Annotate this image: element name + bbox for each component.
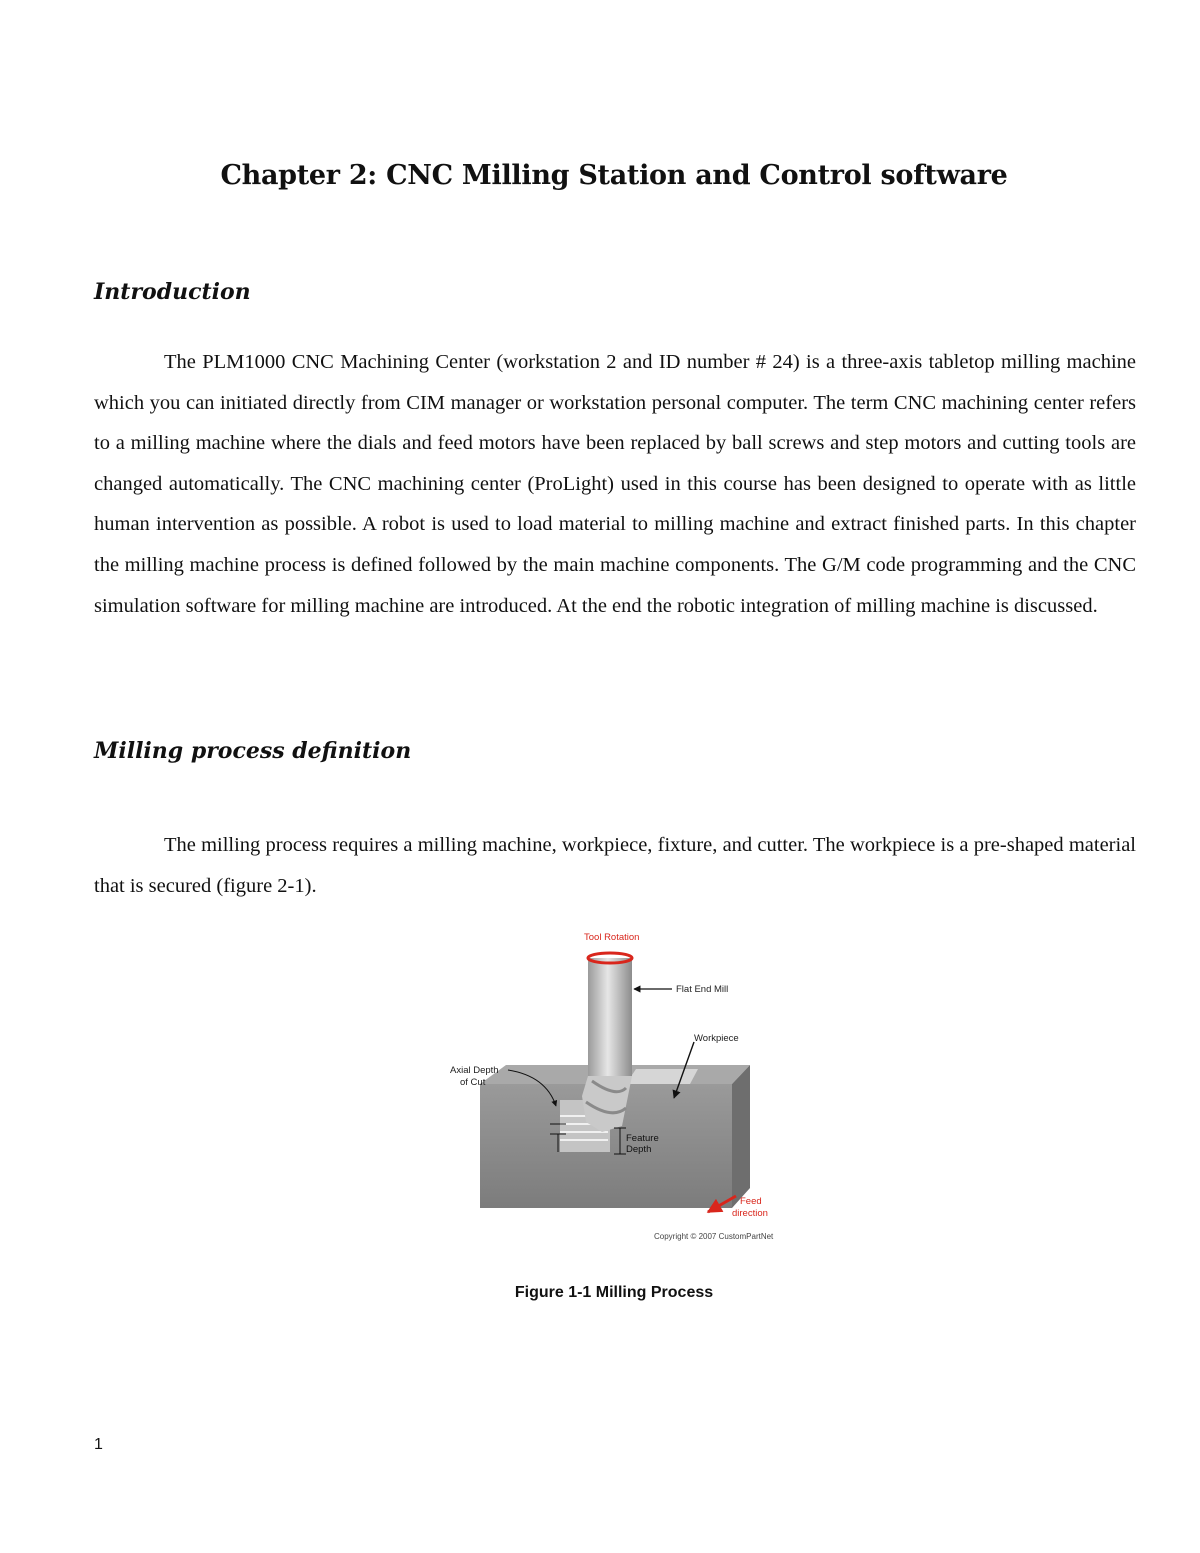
figure-caption: Figure 1-1 Milling Process bbox=[514, 1284, 714, 1301]
milling-process-figure bbox=[436, 926, 802, 1244]
axial-depth-label-line1: Axial Depth bbox=[450, 1065, 499, 1076]
axial-depth-label-line2: of Cut bbox=[460, 1077, 486, 1088]
page-number: 1 bbox=[94, 1436, 103, 1453]
milling-process-paragraph: The milling process requires a milling machine, workpiece, fixture, and cutter. The workpiece is a pre-shaped material that is secured (figure 2-1). bbox=[94, 834, 1136, 897]
feed-direction-label-line1: Feed bbox=[740, 1196, 762, 1207]
section-heading-milling-process: Milling process definition bbox=[94, 738, 412, 764]
slot-cut bbox=[626, 1069, 698, 1084]
workpiece-label: Workpiece bbox=[694, 1033, 739, 1044]
end-mill-shank bbox=[588, 958, 632, 1076]
feed-direction-label-line2: direction bbox=[732, 1208, 768, 1219]
tool-rotation-label: Tool Rotation bbox=[584, 932, 640, 943]
feature-depth-label-line2: Depth bbox=[626, 1144, 652, 1155]
feature-depth-label-line1: Feature bbox=[626, 1133, 659, 1144]
workpiece-right-face bbox=[732, 1065, 750, 1208]
chapter-title: Chapter 2: CNC Milling Station and Control software bbox=[220, 160, 1008, 191]
flat-end-mill-label: Flat End Mill bbox=[676, 984, 729, 995]
introduction-paragraph: The PLM1000 CNC Machining Center (workstation 2 and ID number # 24) is a three-axis tabletop milling machine which you can initiated directly from CIM manager or workstation personal computer. The term CNC machining center refers to a milling machine where the dials and feed motors have been replaced by ball screws and step motors and cutting tools are changed automatically. The CNC machining center (ProLight) used in this course has been designed to operate with as little human intervention as possible. A robot is used to load material to milling machine and extract finished parts. In this chapter the milling machine process is defined followed by the main machine components. The G/M code programming and the CNC simulation software for milling machine are introduced. At the end the robotic integration of milling machine is discussed. bbox=[94, 351, 1136, 617]
figure-copyright: Copyright © 2007 CustomPartNet bbox=[654, 1232, 774, 1241]
section-heading-introduction: Introduction bbox=[94, 279, 251, 305]
